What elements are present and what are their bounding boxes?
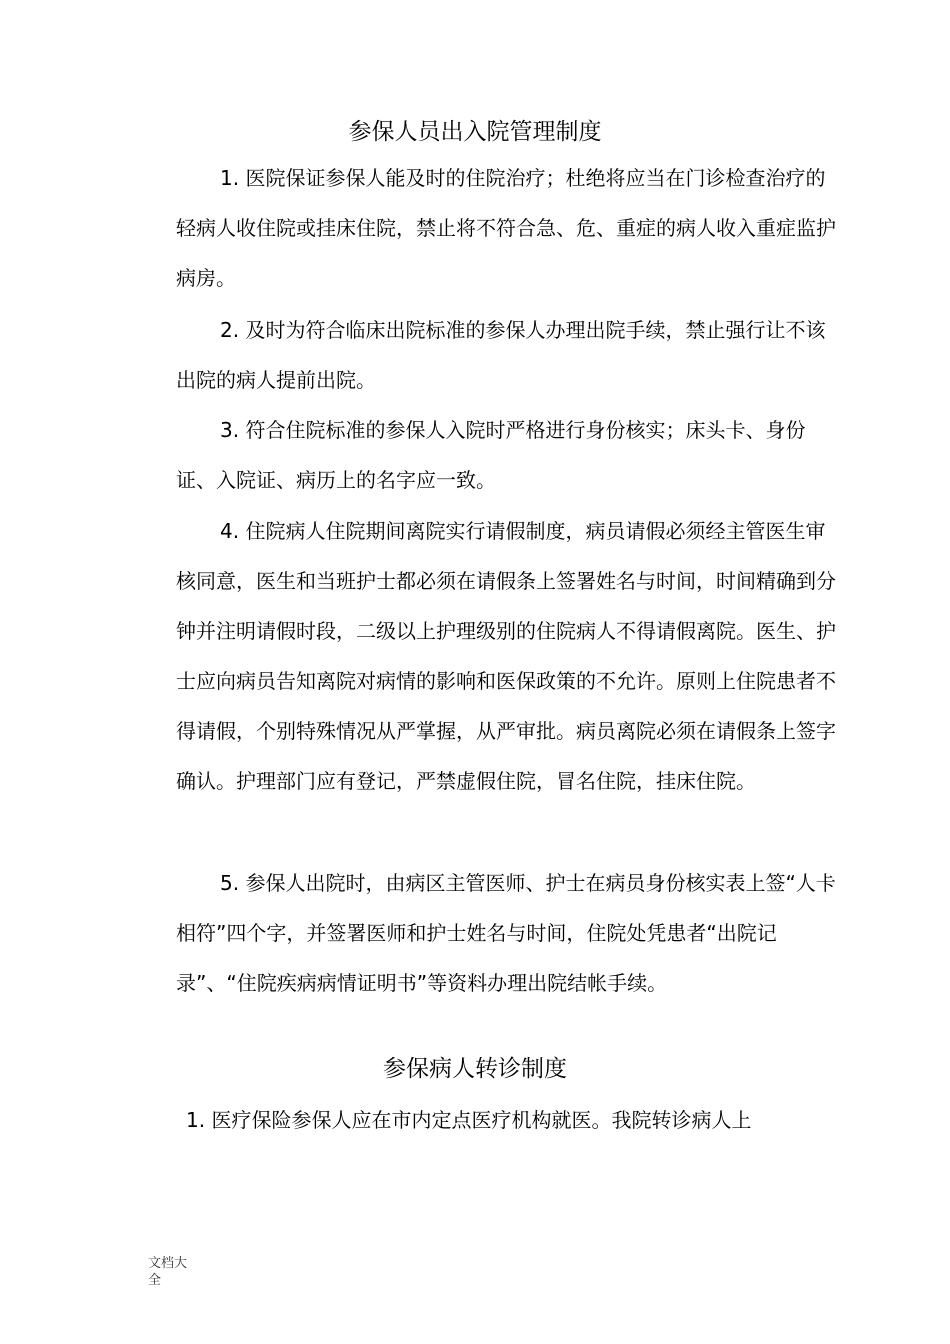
paragraph-2: 2. 及时为符合临床出院标准的参保人办理出院手续，禁止强行让不该出院的病人提前出院。 (176, 318, 826, 392)
paragraph-4: 4. 住院病人住院期间离院实行请假制度，病员请假必须经主管医生审核同意，医生和当班护士都必须在请假条上签署姓名与时间，时间精确到分钟并注明请假时段，二级以上护理级别的住院病人不得请假离院。医生、护士应向病员告知离院对病情的影响和医保政策的不允许。原则上住院患者不得请假，个别特殊情况从严掌握，从严审批。病员离院必须在请假条上签字确认。护理部门应有登记，严禁虚假住院，冒名住院，挂床住院。 (176, 519, 836, 793)
document-title: 参保人员出入院管理制度 (348, 119, 602, 145)
paragraph-5: 5. 参保人出院时，由病区主管医师、护士在病员身份核实表上签“人卡相符”四个字，并签署医师和护士姓名与时间，住院处凭患者“出院记录”、“住院疾病病情证明书”等资料办理出院结帐手续。 (176, 871, 836, 995)
paragraph-1: 1. 医院保证参保人能及时的住院治疗；杜绝将应当在门诊检查治疗的轻病人收住院或挂床住院，禁止将不符合急、危、重症的病人收入重症监护病房。 (176, 166, 836, 290)
section-title: 参保病人转诊制度 (383, 1056, 567, 1082)
footer-label: 文档大全 (148, 1256, 188, 1288)
section-paragraph-1: 1. 医疗保险参保人应在市内定点医疗机构就医。我院转诊病人上 (186, 1108, 752, 1132)
paragraph-3: 3. 符合住院标准的参保人入院时严格进行身份核实；床头卡、身份证、入院证、病历上的名字应一致。 (176, 418, 806, 492)
